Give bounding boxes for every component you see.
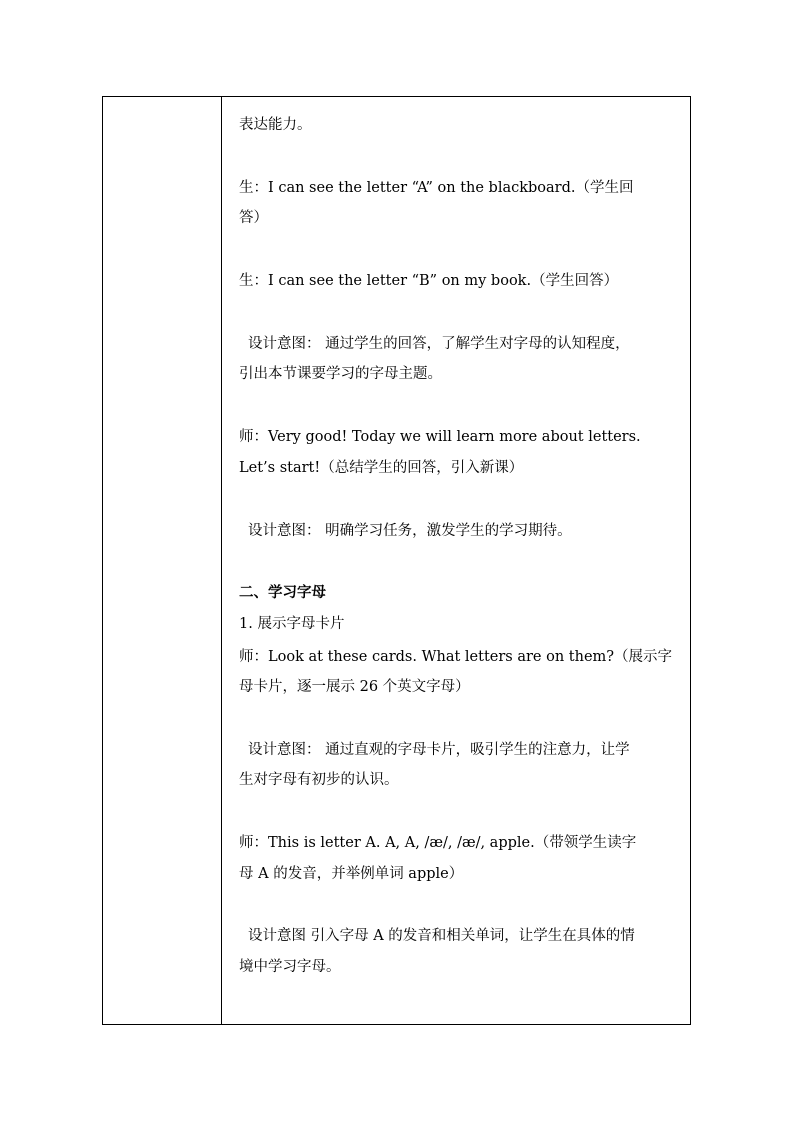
design-intent-4-cont: 境中学习字母。 [239, 959, 341, 975]
teacher-line-3-cont: 母 A 的发音，并举例单词 apple） [239, 866, 464, 882]
section-heading: 二、学习字母 [239, 584, 326, 601]
teacher-line-2: 师：Look at these cards. What letters are on them?（展示字 [239, 649, 673, 665]
subsection-heading: 1. 展示字母卡片 [239, 616, 345, 632]
design-intent-1-cont: 引出本节课要学习的字母主题。 [239, 366, 442, 382]
teacher-line-2-cont: 母卡片，逐一展示 26 个英文字母） [239, 679, 470, 695]
student-answer-a-cont: 答） [239, 210, 268, 226]
teacher-line-1: 师：Very good! Today we will learn more about letters. [239, 429, 641, 445]
design-intent-4: 设计意图 引入字母 A 的发音和相关单词，让学生在具体的情 [248, 928, 635, 944]
teacher-line-3: 师：This is letter A. A, A, /æ/, /æ/, apple.（带领学生读字 [239, 835, 637, 851]
design-intent-2: 设计意图： 明确学习任务，激发学生的学习期待。 [248, 523, 572, 539]
student-answer-a: 生：I can see the letter “A” on the blackboard.（学生回 [239, 180, 634, 196]
student-answer-b: 生：I can see the letter “B” on my book.（学生回答） [239, 273, 619, 289]
lesson-table [102, 96, 691, 1025]
content-cell [223, 97, 690, 1024]
text-line: 表达能力。 [239, 117, 312, 133]
teacher-line-1-cont: Let’s start!（总结学生的回答，引入新课） [239, 460, 524, 476]
left-column-cell [103, 97, 222, 1024]
design-intent-3-cont: 生对字母有初步的认识。 [239, 772, 399, 788]
design-intent-1: 设计意图： 通过学生的回答，了解学生对字母的认知程度， [248, 336, 630, 352]
design-intent-3: 设计意图： 通过直观的字母卡片，吸引学生的注意力，让学 [248, 742, 630, 758]
